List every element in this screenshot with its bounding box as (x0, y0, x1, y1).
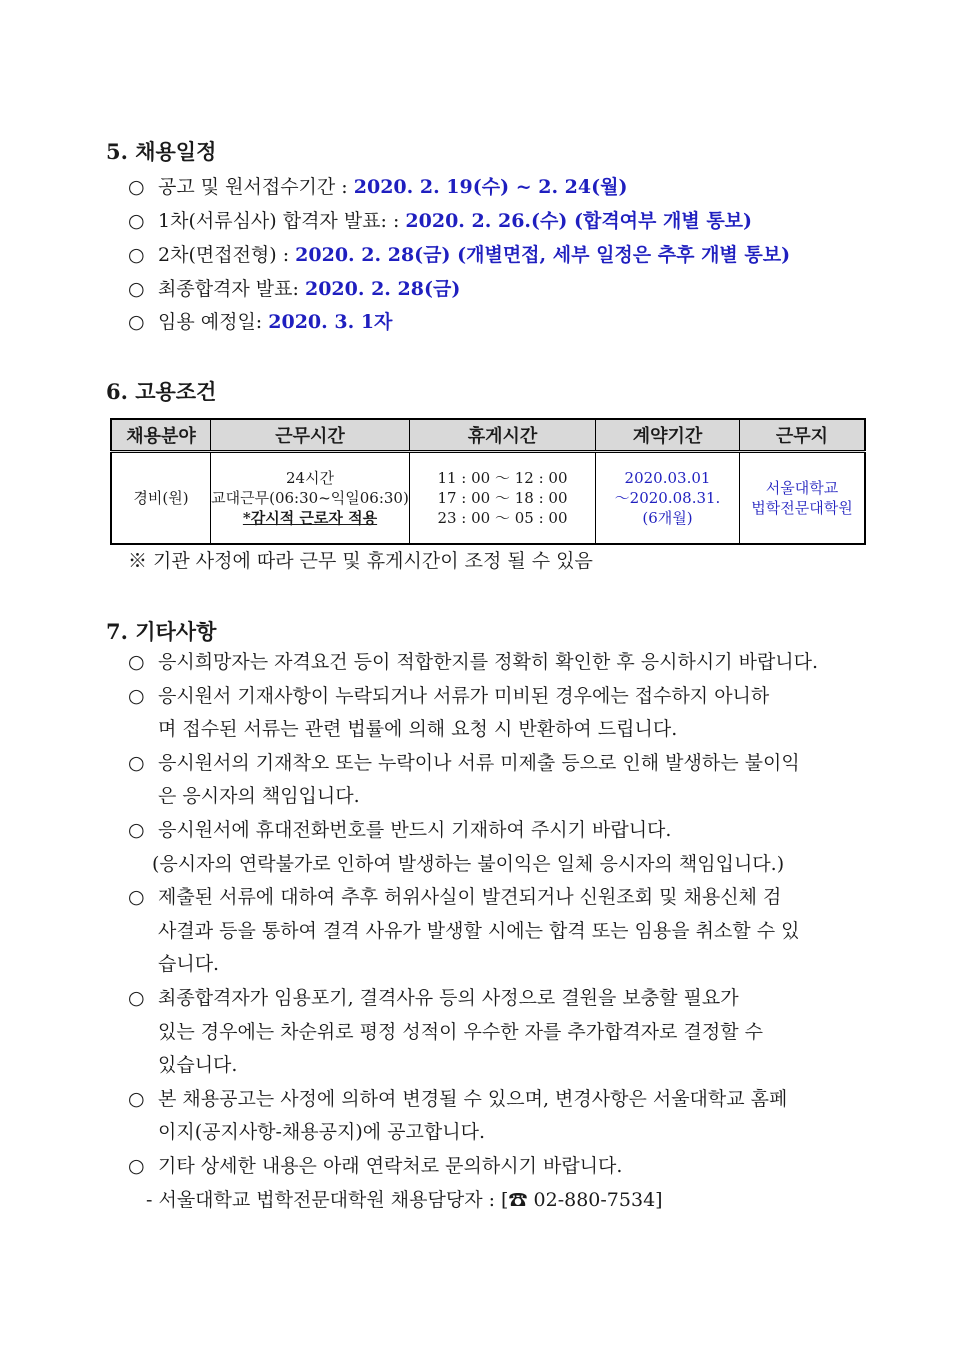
table-header-row (111, 419, 865, 452)
header-work-hours: 근무시간 (211, 419, 410, 452)
cell-contract (596, 452, 740, 545)
list-item-text: 은 응시자의 책임입니다. (158, 785, 360, 808)
bullet-circle: ○ (128, 1087, 145, 1110)
bullet-circle: ○ (128, 278, 145, 300)
contract-line: 2020.03.01 (624, 469, 711, 487)
bullet-circle: ○ (128, 751, 145, 774)
phone-icon: ☎ (508, 1188, 528, 1211)
table-note: ※ 기관 사정에 따라 근무 및 휴게시간이 조정 될 수 있음 (128, 550, 593, 572)
break-line: 11 : 00 ～ 12 : 00 (437, 469, 568, 487)
work-hours-line: 교대근무(06:30~익일06:30) (211, 489, 409, 507)
list-item (128, 646, 868, 680)
break-line: 17 : 00 ～ 18 : 00 (437, 489, 568, 507)
list-item (128, 747, 868, 814)
bullet-circle: ○ (128, 886, 145, 909)
bullet-circle: ○ (128, 244, 145, 266)
list-item-text: 제출된 서류에 대하여 추후 허위사실이 발견되거나 신원조회 및 채용신체 검 (158, 886, 782, 909)
list-item-text: 며 접수된 서류는 관련 법률에 의해 요청 시 반환하여 드립니다. (158, 718, 678, 741)
section6-heading: 6. 고용조건 (106, 379, 217, 404)
other-items-list (128, 646, 868, 1217)
list-item-text: 사결과 등을 통하여 결격 사유가 발생할 시에는 합격 또는 임용을 취소할 수 있 (158, 919, 800, 942)
schedule-value: 2020. 2. 28(금) (개별면접, 세부 일정은 추후 개별 통보) (295, 244, 791, 266)
schedule-item (128, 274, 460, 301)
list-item (128, 680, 868, 747)
schedule-label: 공고 및 원서접수기간 : (158, 176, 354, 198)
schedule-item (128, 206, 752, 233)
section7-heading: 7. 기타사항 (106, 619, 217, 644)
table-row (111, 452, 865, 545)
cell-place (740, 452, 866, 545)
list-item-text: 있는 경우에는 차순위로 평정 성적이 우수한 자를 추가합격자로 결정할 수 (158, 1020, 763, 1043)
employment-conditions-table (110, 418, 866, 545)
bullet-circle: ○ (128, 684, 145, 707)
schedule-value: 2020. 2. 19(수) ~ 2. 24(월) (353, 176, 628, 198)
bullet-circle: ○ (128, 311, 145, 333)
bullet-circle: ○ (128, 210, 145, 232)
list-item (128, 1150, 868, 1184)
place-line: 법학전문대학원 (751, 499, 853, 517)
schedule-item (128, 307, 392, 334)
header-place: 근무지 (740, 419, 866, 452)
work-hours-line: 24시간 (285, 469, 335, 487)
contact-label: - 서울대학교 법학전문대학원 채용담당자 : [ (146, 1188, 509, 1211)
contract-line: ～2020.08.31. (614, 489, 721, 507)
cell-work-hours (211, 452, 410, 545)
section5-heading: 5. 채용일정 (106, 139, 217, 164)
schedule-item (128, 172, 627, 199)
header-contract: 계약기간 (596, 419, 740, 452)
list-item-text: 최종합격자가 임용포기, 결격사유 등의 사정으로 결원을 보충할 필요가 (158, 986, 739, 1009)
break-line: 23 : 00 ～ 05 : 00 (437, 509, 568, 527)
schedule-label: 임용 예정일: (158, 311, 269, 333)
list-item-text: 응시희망자는 자격요건 등이 적합한지를 정확히 확인한 후 응시하시기 바랍니다. (158, 651, 819, 673)
contact-phone: 02-880-7534] (533, 1188, 663, 1211)
list-item-text: 습니다. (158, 953, 220, 976)
list-item-text: 응시원서에 휴대전화번호를 반드시 기재하여 주시기 바랍니다. (158, 818, 672, 841)
schedule-label: 1차(서류심사) 합격자 발표: : (158, 210, 406, 232)
list-item-text: 기타 상세한 내용은 아래 연락처로 문의하시기 바랍니다. (158, 1154, 623, 1177)
schedule-value: 2020. 3. 1자 (268, 311, 393, 333)
cell-breaks (410, 452, 596, 545)
list-item-text: (응시자의 연락불가로 인하여 발생하는 불이익은 일체 응시자의 책임입니다.) (152, 852, 785, 875)
list-item-text: 이지(공지사항-채용공지)에 공고합니다. (158, 1121, 485, 1144)
list-item (128, 1083, 868, 1150)
bullet-circle: ○ (128, 986, 145, 1009)
bullet-circle: ○ (128, 818, 145, 841)
schedule-item (128, 240, 790, 267)
cell-field: 경비(원) (111, 452, 211, 545)
header-field: 채용분야 (111, 419, 211, 452)
bullet-circle: ○ (128, 1154, 145, 1177)
place-line: 서울대학교 (765, 479, 839, 497)
list-item-text: 있습니다. (158, 1054, 238, 1077)
schedule-label: 2차(면접전형) : (158, 244, 296, 266)
list-item (128, 982, 868, 1083)
list-item (128, 881, 868, 982)
bullet-circle: ○ (128, 651, 145, 673)
schedule-value: 2020. 2. 28(금) (304, 278, 461, 300)
list-item-text: 본 채용공고는 사정에 의하여 변경될 수 있으며, 변경사항은 서울대학교 홈페 (158, 1087, 788, 1110)
schedule-value: 2020. 2. 26.(수) (합격여부 개별 통보) (405, 210, 753, 232)
schedule-label: 최종합격자 발표: (158, 278, 305, 300)
list-item-text: 응시원서 기재사항이 누락되거나 서류가 미비된 경우에는 접수하지 아니하 (158, 684, 770, 707)
contract-line: (6개월) (642, 509, 693, 527)
list-item-text: 응시원서의 기재착오 또는 누락이나 서류 미제출 등으로 인해 발생하는 불이익 (158, 751, 800, 774)
contact-line (128, 1184, 868, 1218)
work-hours-note: *감시적 근로자 적용 (242, 509, 378, 527)
bullet-circle: ○ (128, 176, 145, 198)
header-breaks: 휴게시간 (410, 419, 596, 452)
list-item (128, 814, 868, 881)
